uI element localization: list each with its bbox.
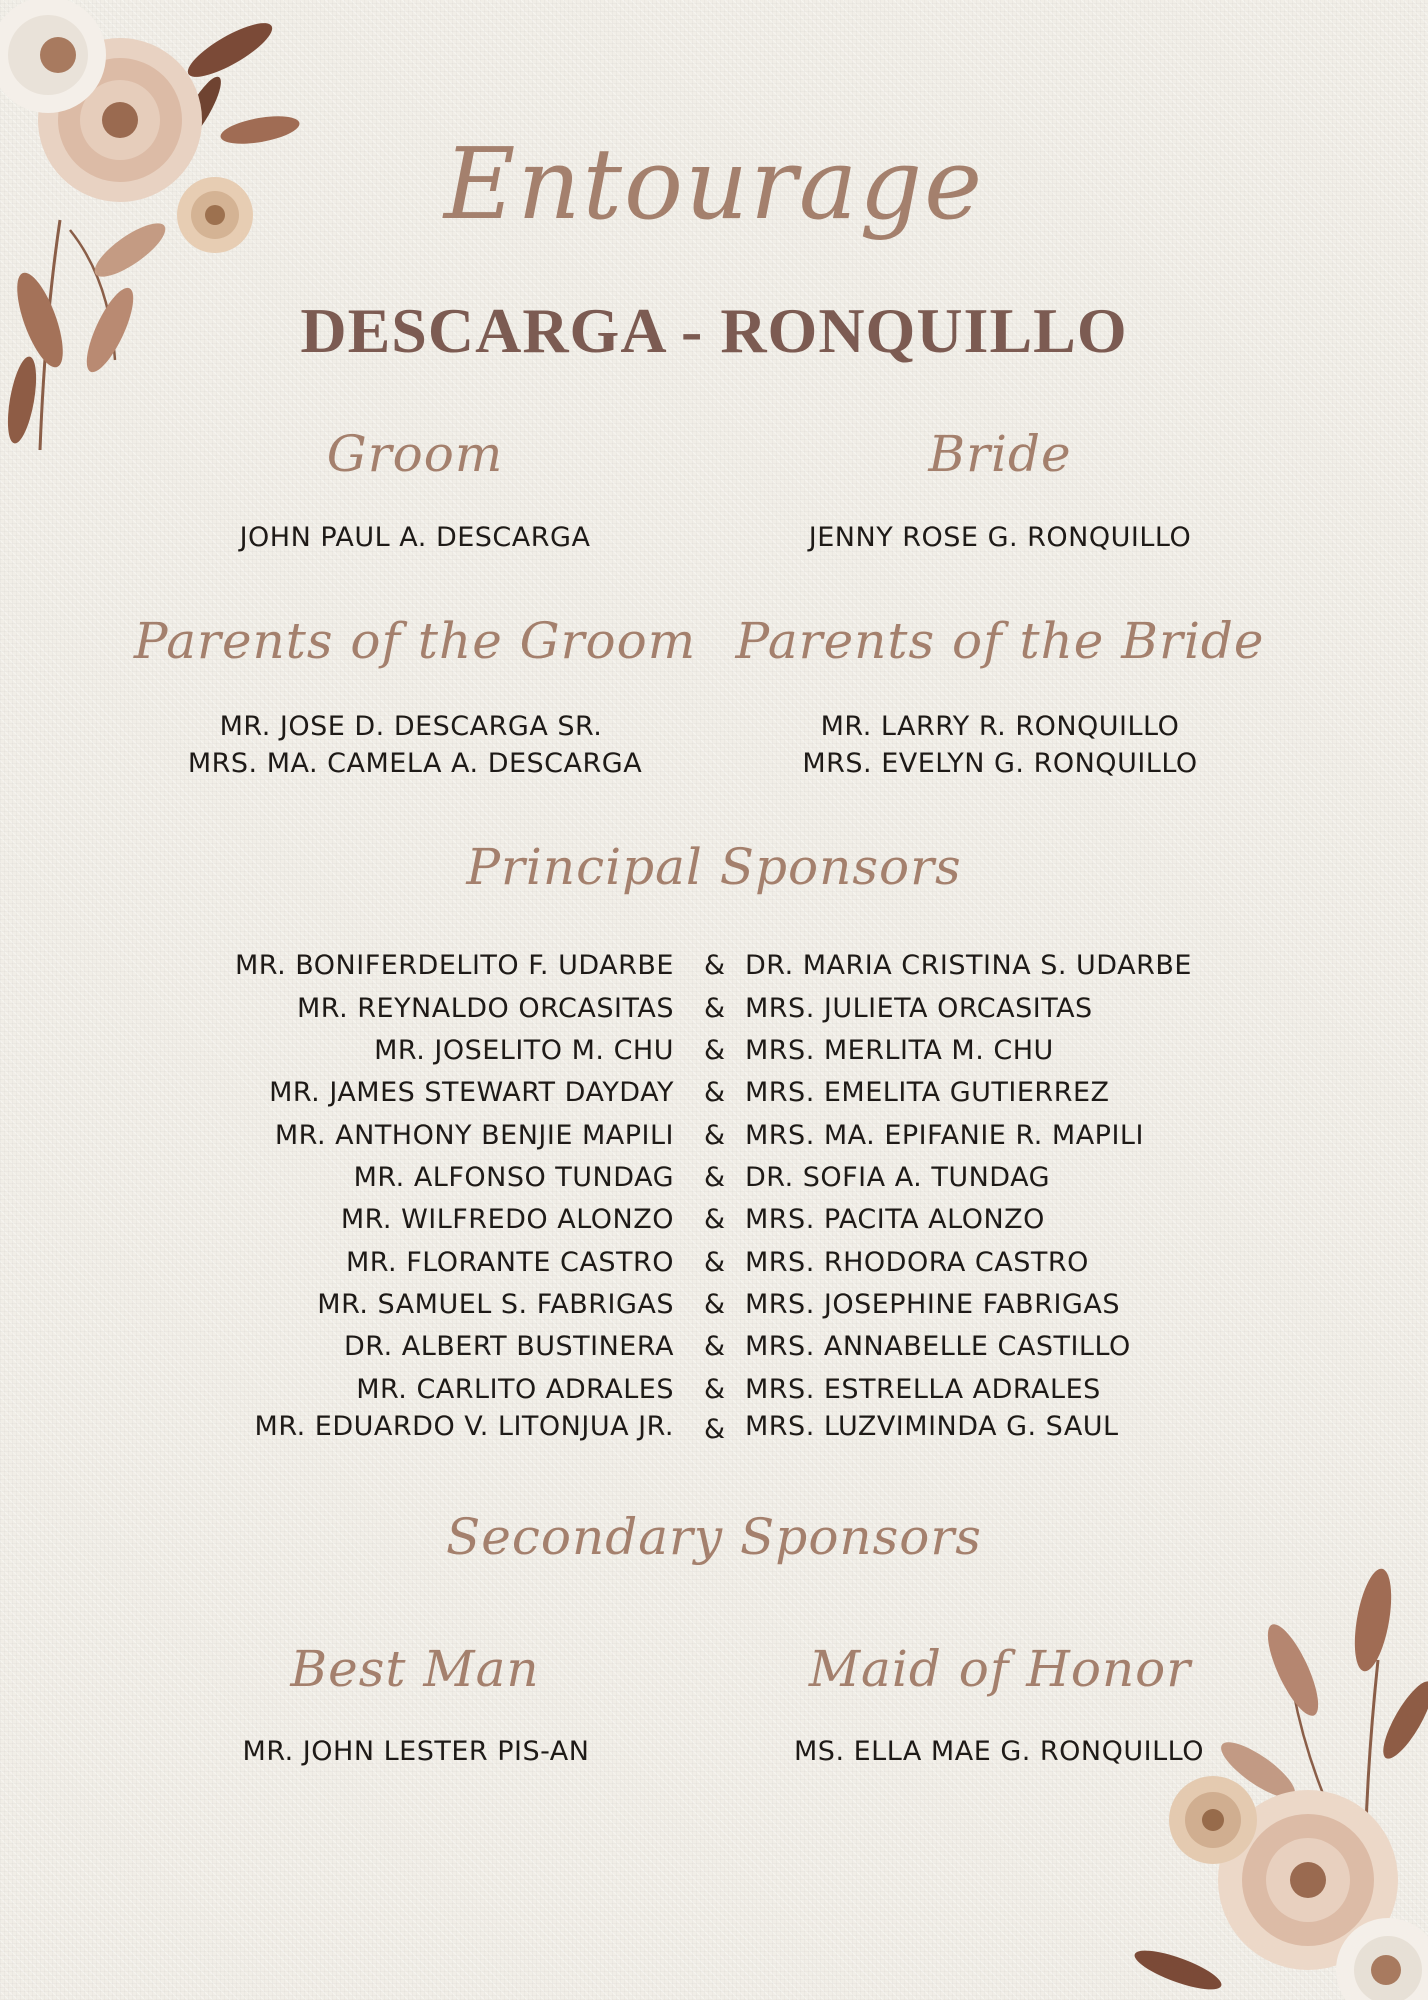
maid-of-honor-name: MS. ELLA MAE G. RONQUILLO	[794, 1736, 1204, 1767]
ampersand: &	[704, 1289, 726, 1320]
sponsor-right: MRS. MA. EPIFANIE R. MAPILI	[745, 1120, 1144, 1151]
maid-of-honor-heading: Maid of Honor	[808, 1640, 1192, 1698]
sponsor-right: MRS. JULIETA ORCASITAS	[745, 993, 1093, 1024]
floral-corner-bottom-right	[1118, 1550, 1428, 2000]
sponsor-left: MR. SAMUEL S. FABRIGAS	[317, 1289, 674, 1320]
sponsor-left: MR. JOSELITO M. CHU	[374, 1035, 674, 1066]
secondary-sponsors-heading: Secondary Sponsors	[446, 1508, 982, 1566]
sponsor-left: MR. CARLITO ADRALES	[356, 1374, 674, 1405]
sponsor-left: MR. ALFONSO TUNDAG	[353, 1162, 674, 1193]
ampersand: &	[704, 1374, 726, 1405]
sponsor-left: MR. WILFREDO ALONZO	[340, 1204, 674, 1235]
ampersand: &	[704, 1204, 726, 1235]
sponsor-right: MRS. MERLITA M. CHU	[745, 1035, 1054, 1066]
sponsor-left: MR. ANTHONY BENJIE MAPILI	[274, 1120, 674, 1151]
sponsor-right: MRS. EMELITA GUTIERREZ	[745, 1077, 1110, 1108]
ampersand: &	[704, 1120, 726, 1151]
parents-groom-father: MR. JOSE D. DESCARGA SR.	[219, 711, 603, 742]
ampersand: &	[704, 1162, 726, 1193]
ampersand: &	[704, 1035, 726, 1066]
parents-groom-mother: MRS. MA. CAMELA A. DESCARGA	[187, 748, 643, 779]
ampersand: &	[704, 1331, 726, 1362]
parents-bride-mother: MRS. EVELYN G. RONQUILLO	[802, 748, 1198, 779]
sponsor-right: MRS. LUZVIMINDA G. SAUL	[745, 1411, 1119, 1442]
groom-heading: Groom	[326, 425, 504, 483]
parents-bride-father: MR. LARRY R. RONQUILLO	[820, 711, 1180, 742]
sponsor-right: DR. SOFIA A. TUNDAG	[745, 1162, 1051, 1193]
ampersand: &	[704, 993, 726, 1024]
sponsor-left: MR. REYNALDO ORCASITAS	[296, 993, 674, 1024]
sponsor-left: MR. JAMES STEWART DAYDAY	[269, 1077, 674, 1108]
floral-corner-top-left	[0, 0, 300, 470]
sponsor-left: DR. ALBERT BUSTINERA	[344, 1331, 674, 1362]
parents-bride-heading: Parents of the Bride	[735, 612, 1265, 670]
sponsor-right: MRS. RHODORA CASTRO	[745, 1247, 1089, 1278]
bride-name: JENNY ROSE G. RONQUILLO	[808, 522, 1192, 553]
groom-name: JOHN PAUL A. DESCARGA	[239, 522, 591, 553]
best-man-name: MR. JOHN LESTER PIS-AN	[242, 1736, 590, 1767]
sponsor-right: MRS. ANNABELLE CASTILLO	[745, 1331, 1131, 1362]
principal-sponsors-heading: Principal Sponsors	[466, 838, 962, 896]
sponsor-right: DR. MARIA CRISTINA S. UDARBE	[745, 950, 1192, 981]
sponsor-left: MR. EDUARDO V. LITONJUA JR.	[254, 1411, 674, 1442]
sponsor-left: MR. FLORANTE CASTRO	[345, 1247, 674, 1278]
ampersand: &	[704, 1247, 726, 1278]
best-man-heading: Best Man	[290, 1640, 540, 1698]
bride-heading: Bride	[928, 425, 1072, 483]
ampersand: &	[704, 1414, 726, 1445]
ampersand: &	[704, 1077, 726, 1108]
couple-names: DESCARGA - RONQUILLO	[300, 295, 1128, 366]
ampersand: &	[704, 950, 726, 981]
sponsor-left: MR. BONIFERDELITO F. UDARBE	[234, 950, 674, 981]
parents-groom-heading: Parents of the Groom	[133, 612, 697, 670]
page-title: Entourage	[443, 128, 985, 242]
sponsor-right: MRS. PACITA ALONZO	[745, 1204, 1045, 1235]
sponsor-right: MRS. JOSEPHINE FABRIGAS	[745, 1289, 1120, 1320]
sponsor-right: MRS. ESTRELLA ADRALES	[745, 1374, 1101, 1405]
